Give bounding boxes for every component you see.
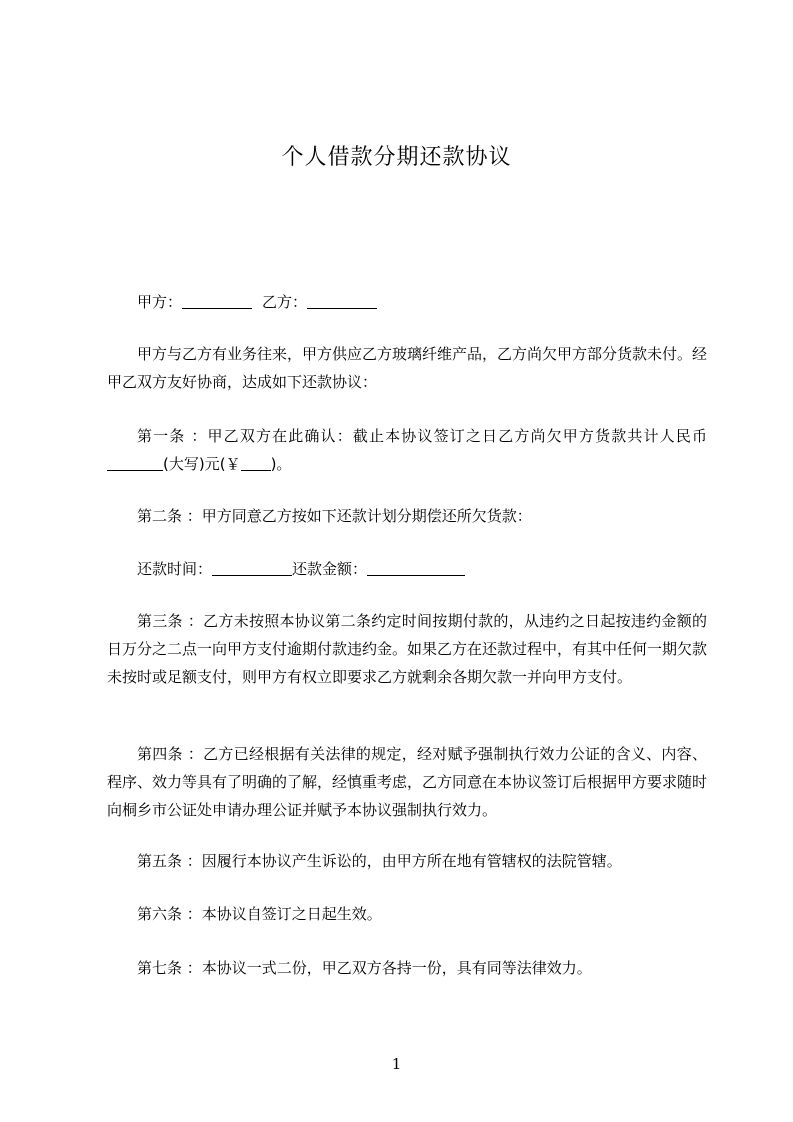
article-2-heading: 第二条 ： — [137, 507, 202, 525]
article-3-heading: 第三条 ： — [137, 612, 204, 630]
repayment-time-label: 还款时间： — [137, 560, 213, 578]
document-title: 个人借款分期还款协议 — [281, 145, 512, 170]
party-b-label: 乙方： — [262, 293, 308, 311]
article-7-heading: 第七条 ： — [137, 959, 202, 977]
article-4-text: 乙方已经根据有关法律的规定，经对赋予强制执行效力公证的含义、内容、程序、效力等具有了明确的了解，经慎重考虑，乙方同意在本协议签订后根据甲方要求随时向桐乡市公证处申请办理公证并赋予本协议强制执行效力。 — [107, 745, 708, 819]
parties-line — [137, 288, 377, 316]
party-b-blank[interactable] — [307, 292, 377, 309]
article-3-text: 乙方未按照本协议第二条约定时间按期付款的，从违约之日起按违约金额的日万分之二点一向甲方支付逾期付款违约金。如果乙方在还款过程中，有其中任何一期欠款未按时或足额支付，则甲方有权立即要求乙方就剩余各期欠款一并向甲方支付。 — [107, 612, 708, 686]
party-a-blank[interactable] — [182, 292, 252, 309]
article-5 — [107, 847, 707, 875]
article-1-text: 甲乙双方在此确认：截止本协议签订之日乙方尚欠甲方货款共计人民币 — [207, 427, 707, 445]
article-6-heading: 第六条 ： — [137, 905, 202, 923]
repayment-time-blank[interactable] — [212, 559, 292, 576]
page-number: 1 — [391, 1055, 402, 1073]
article-5-text: 因履行本协议产生诉讼的，由甲方所在地有管辖权的法院管辖。 — [201, 852, 622, 870]
article-7 — [107, 954, 707, 982]
article-6-text: 本协议自签订之日起生效。 — [201, 905, 382, 923]
article-2-text: 甲方同意乙方按如下还款计划分期偿还所欠货款： — [201, 507, 532, 525]
repayment-line — [137, 555, 465, 583]
article-3 — [107, 607, 707, 691]
amount-figure-blank[interactable] — [241, 454, 271, 471]
repayment-amount-label: 还款金额： — [292, 560, 368, 578]
article-1-text-end: )。 — [270, 455, 292, 473]
amount-words-blank[interactable] — [107, 454, 163, 471]
article-6 — [107, 900, 707, 928]
intro-paragraph: 甲方与乙方有业务往来，甲方供应乙方玻璃纤维产品，乙方尚欠甲方部分货款未付。经甲乙双方友好协商，达成如下还款协议： — [107, 345, 708, 391]
article-4-heading: 第四条 ： — [137, 745, 204, 763]
repayment-amount-blank[interactable] — [367, 559, 465, 576]
party-a-label: 甲方： — [137, 293, 183, 311]
article-4 — [107, 740, 707, 824]
article-7-text: 本协议一式二份，甲乙双方各持一份，具有同等法律效力。 — [201, 959, 592, 977]
article-5-heading: 第五条 ： — [137, 852, 202, 870]
article-1-text-middle: (大写)元(￥ — [163, 455, 241, 473]
article-1 — [107, 422, 707, 478]
article-2 — [107, 502, 707, 530]
article-1-heading: 第一条 ： — [137, 427, 208, 445]
